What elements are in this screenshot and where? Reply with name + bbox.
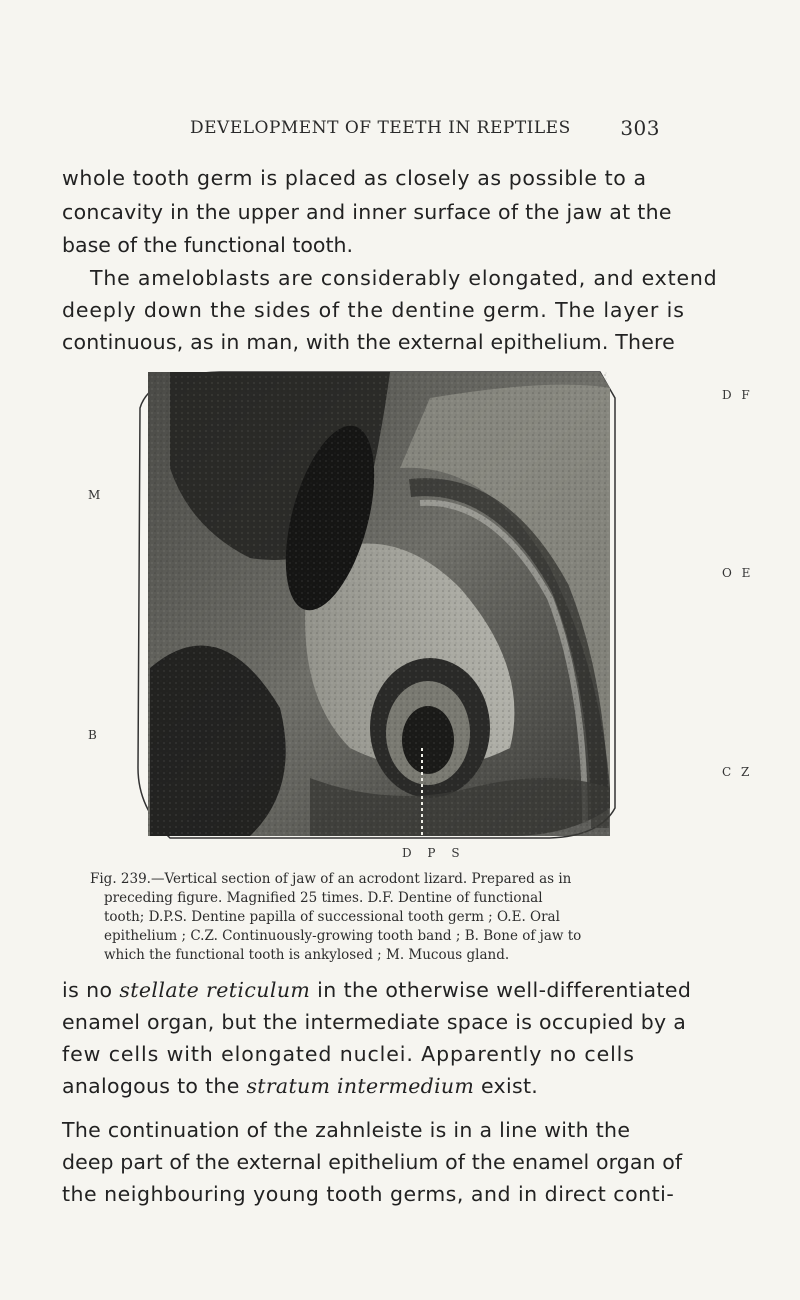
text-run: is no xyxy=(62,978,120,1002)
label-df: D F xyxy=(722,388,753,402)
running-title: DEVELOPMENT OF TEETH IN REPTILES xyxy=(190,118,571,138)
micrograph-figure xyxy=(130,368,675,840)
caption-line: Fig. 239.—Vertical section of jaw of an acrodont lizard. Prepared as in xyxy=(90,871,572,887)
caption-line: epithelium ; C.Z. Continuously-growing tooth band ; B. Bone of jaw to xyxy=(104,928,582,944)
label-dps: D P S xyxy=(402,846,466,860)
caption-line: tooth; D.P.S. Dentine papilla of successional tooth germ ; O.E. Oral xyxy=(104,909,560,925)
text-line: few cells with elongated nuclei. Apparently no cells xyxy=(62,1042,635,1066)
text-line: continuous, as in man, with the external epithelium. There xyxy=(62,330,675,354)
italic-term: stratum intermedium xyxy=(246,1074,475,1098)
text-run: analogous to the xyxy=(62,1074,247,1098)
text-line: deeply down the sides of the dentine germ. The layer is xyxy=(62,298,685,322)
text-line: base of the functional tooth. xyxy=(62,233,354,257)
text-line: whole tooth germ is placed as closely as possible to a xyxy=(62,166,647,190)
italic-term: stellate reticulum xyxy=(119,978,311,1002)
text-line: the neighbouring young tooth germs, and in direct conti- xyxy=(62,1182,675,1206)
text-line: The ameloblasts are considerably elongated, and extend xyxy=(90,266,718,290)
caption-line: which the functional tooth is ankylosed ; M. Mucous gland. xyxy=(104,947,510,963)
label-oe: O E xyxy=(722,566,754,580)
text-line: The continuation of the zahnleiste is in a line with the xyxy=(62,1118,631,1142)
label-cz: C Z xyxy=(722,765,753,779)
text-run: exist. xyxy=(474,1074,539,1098)
page-number: 303 xyxy=(620,116,660,140)
jaw-section-micrograph xyxy=(130,368,675,840)
text-line xyxy=(62,978,691,1002)
label-m: M xyxy=(88,488,104,502)
text-line: concavity in the upper and inner surface of the jaw at the xyxy=(62,200,672,224)
text-line xyxy=(62,1074,538,1098)
label-b: B xyxy=(88,728,100,742)
caption-line: preceding figure. Magnified 25 times. D.F. Dentine of functional xyxy=(104,890,543,906)
text-run: in the otherwise well-differentiated xyxy=(310,978,692,1002)
text-line: deep part of the external epithelium of the enamel organ of xyxy=(62,1150,683,1174)
text-line: enamel organ, but the intermediate space is occupied by a xyxy=(62,1010,687,1034)
